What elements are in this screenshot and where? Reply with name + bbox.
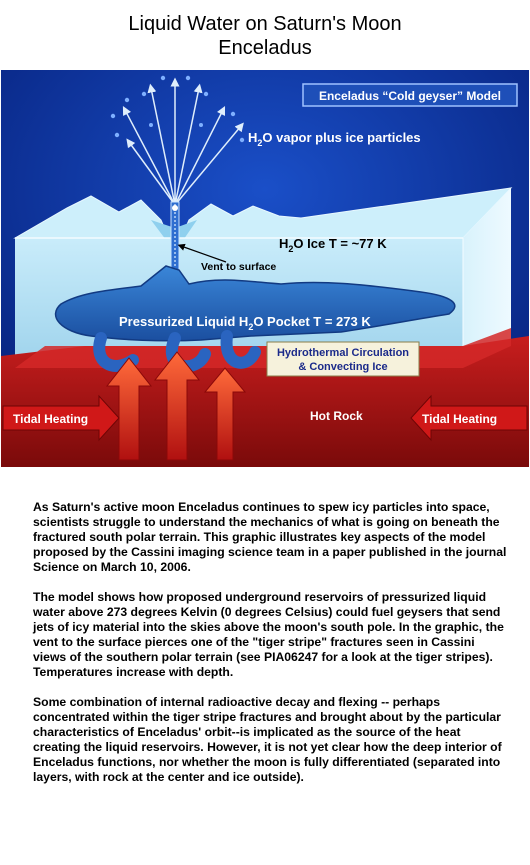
model-label-box — [303, 84, 517, 106]
vent-label: Vent to surface — [201, 261, 277, 273]
title-line-1: Liquid Water on Saturn's Moon — [128, 13, 402, 35]
hydrothermal-box — [267, 342, 419, 376]
cold-geyser-diagram — [1, 70, 529, 467]
title-line-2: Enceladus — [218, 37, 312, 59]
tidal-right-label: Tidal Heating — [422, 412, 498, 426]
hydrothermal-line-2: & Convecting Ice — [298, 361, 388, 373]
caption-paragraph-2: The model shows how proposed underground reservoirs of pressurized liquid water above 273 degrees Kelvin (0 degrees Celsius) could fuel geysers that send jets of icy material into the skies above the moon's south pole. In the graphic, the vent to the surface pierces one of the "tiger stripe" fractures seen in Cassini views of the southern polar terrain (see PIA06247 for a look at the tiger stripes). Temperatures increase with depth. — [33, 590, 504, 679]
vapor-label: $H_2O$ vapor plus ice particles — [248, 130, 421, 148]
hot-rock-label: Hot Rock — [310, 409, 363, 423]
hydrothermal-arrows — [107, 352, 245, 460]
caption-paragraph-1: As Saturn's active moon Enceladus continues to spew icy particles into space, scientists struggle to understand the mechanics of what is going on beneath the fractured south polar terrain. This graphic illustrates key aspects of the model proposed by the Cassini imaging science team in a paper published in the journal Science on March 10, 2006. — [33, 500, 507, 574]
tidal-left-label: Tidal Heating — [13, 412, 89, 426]
caption-text — [33, 500, 508, 800]
model-label: Enceladus “Cold geyser” Model — [318, 89, 502, 103]
ice-label: $H_2O$ Ice T = ~77 K — [279, 236, 387, 254]
page-title — [0, 12, 530, 60]
hydrothermal-line-1: Hydrothermal Circulation — [276, 347, 410, 359]
caption-paragraph-3: Some combination of internal radioactive decay and flexing -- perhaps concentrated within the tiger stripe fractures and brought about by the particular characteristics of Enceladus' orbit--is implicated as the source of the heat creating the liquid reservoirs. However, it is not yet clear how the deep interior of Enceladus functions, nor whether the moon is fully differentiated (separated into layers, with rock at the center and ice outside). — [33, 695, 502, 784]
pocket-label: Pressurized Liquid $H_2O$ Pocket T = 273 K — [119, 314, 371, 332]
